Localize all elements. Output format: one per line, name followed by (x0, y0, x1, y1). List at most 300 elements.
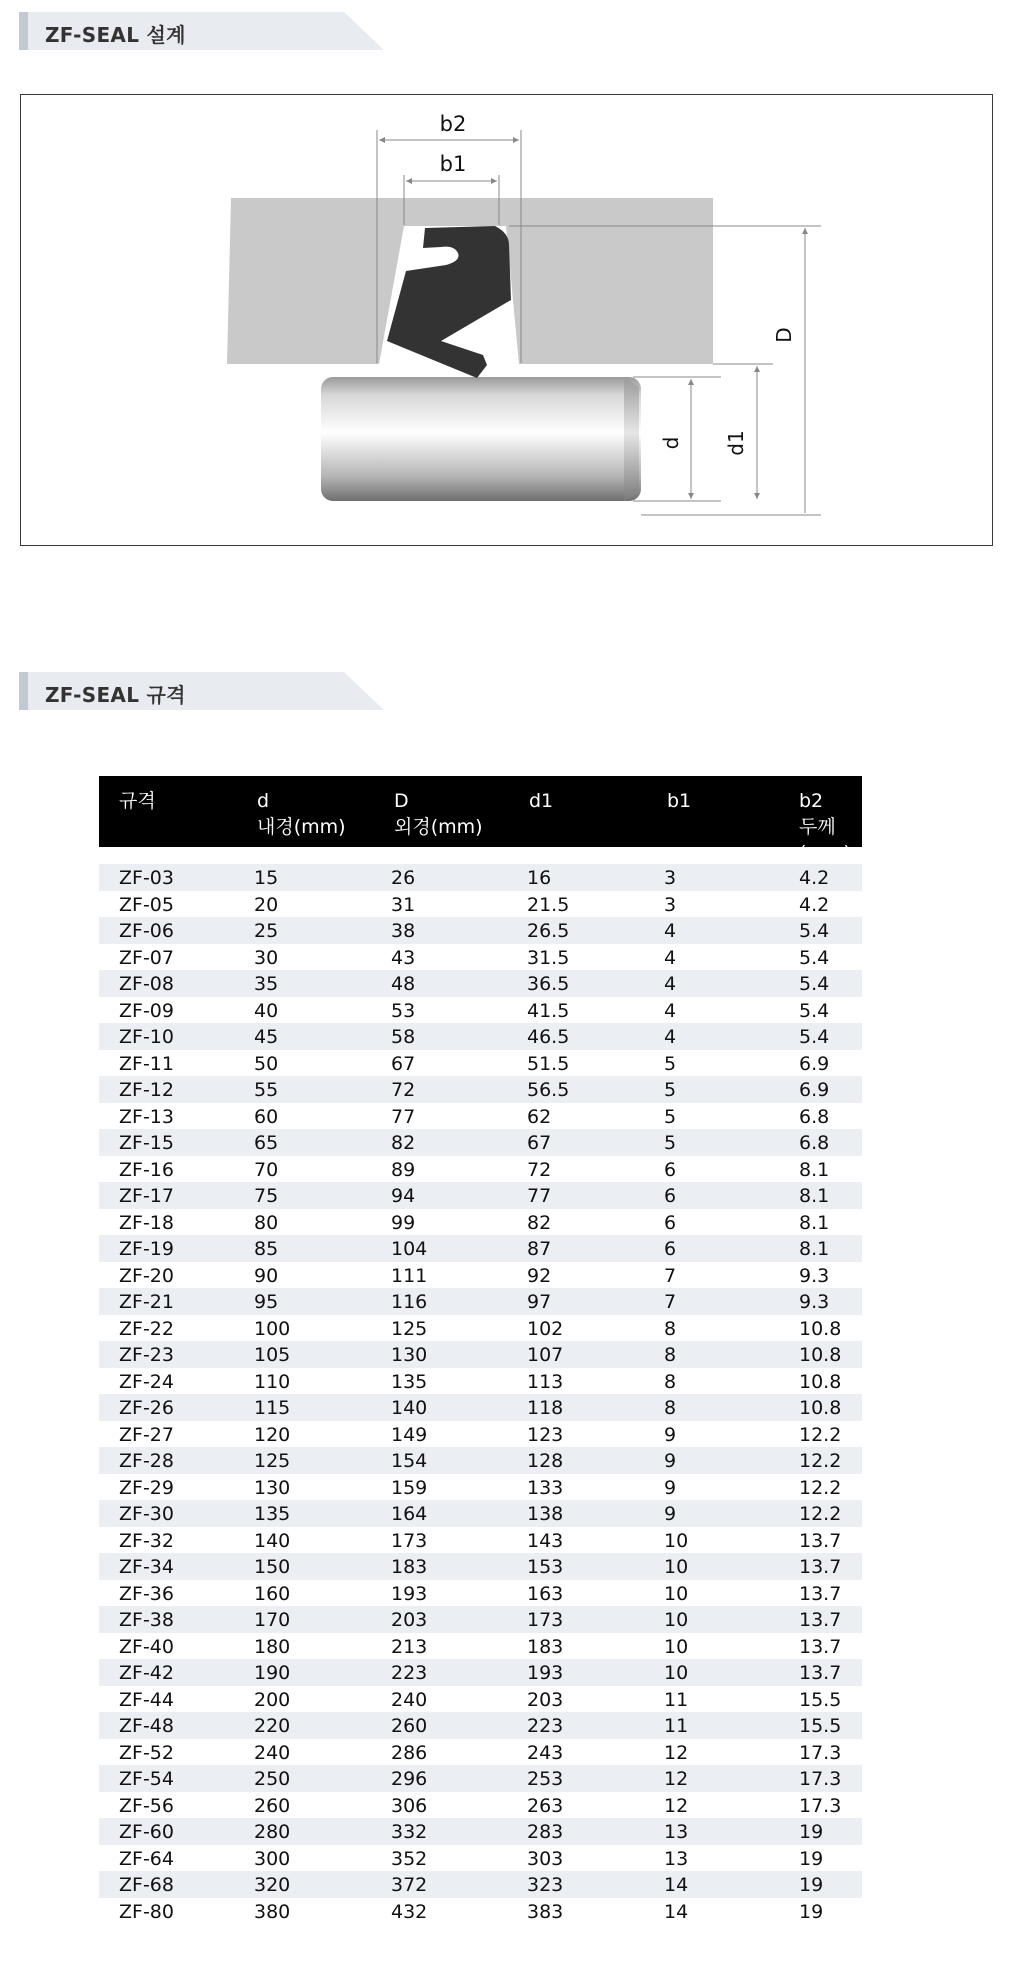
table-cell: 13 (664, 1847, 689, 1870)
table-cell: ZF-09 (119, 999, 174, 1022)
table-cell: 120 (254, 1423, 291, 1446)
table-cell: 203 (527, 1688, 564, 1711)
table-cell: 380 (254, 1900, 291, 1923)
table-cell: ZF-28 (119, 1450, 174, 1472)
dim-label-b2: b2 (439, 112, 467, 136)
table-row (99, 1765, 862, 1792)
table-cell: 70 (254, 1158, 279, 1181)
table-cell: 6 (664, 1158, 677, 1181)
table-cell: 104 (391, 1238, 428, 1260)
table-cell: 10 (664, 1529, 689, 1552)
table-cell: 72 (391, 1079, 416, 1101)
table-cell: 13.7 (799, 1529, 842, 1552)
table-cell: 12 (664, 1794, 689, 1817)
table-cell: 135 (391, 1370, 428, 1393)
table-cell: 16 (527, 867, 552, 889)
table-cell: ZF-34 (119, 1556, 174, 1578)
table-row (99, 970, 862, 997)
table-cell: 50 (254, 1052, 279, 1075)
table-cell: 10.8 (799, 1370, 842, 1393)
table-cell: 99 (391, 1211, 416, 1234)
table-row (99, 1182, 862, 1209)
table-cell: ZF-40 (119, 1635, 174, 1658)
table-cell: 110 (254, 1370, 291, 1393)
table-cell: ZF-18 (119, 1211, 174, 1234)
column-header-unit: 외경(mm) (394, 816, 483, 838)
table-cell: 13.7 (799, 1662, 842, 1684)
seal-profile (387, 226, 511, 378)
table-cell: ZF-10 (119, 1026, 174, 1048)
table-cell: 94 (391, 1185, 416, 1207)
table-cell: ZF-03 (119, 867, 174, 889)
table-cell: 12.2 (799, 1423, 842, 1446)
table-cell: 10.8 (799, 1344, 842, 1366)
table-cell: 9 (664, 1476, 677, 1499)
table-row (99, 1553, 862, 1580)
table-row (99, 1474, 862, 1501)
table-cell: 170 (254, 1609, 291, 1631)
table-cell: 332 (391, 1821, 428, 1843)
table-cell: 125 (391, 1317, 428, 1340)
table-row (99, 1898, 862, 1925)
table-cell: 8 (664, 1344, 677, 1366)
table-cell: 8 (664, 1397, 677, 1419)
table-cell: ZF-38 (119, 1609, 174, 1631)
table-row (99, 1606, 862, 1633)
table-cell: 250 (254, 1768, 291, 1790)
table-row (99, 1209, 862, 1236)
table-cell: ZF-42 (119, 1662, 174, 1684)
table-cell: ZF-48 (119, 1715, 174, 1737)
table-cell: 80 (254, 1211, 279, 1234)
table-cell: ZF-08 (119, 973, 174, 995)
table-cell: ZF-56 (119, 1794, 174, 1817)
table-cell: 8.1 (799, 1238, 830, 1260)
table-cell: 115 (254, 1397, 291, 1419)
table-cell: 164 (391, 1503, 428, 1525)
table-cell: ZF-26 (119, 1397, 174, 1419)
table-cell: ZF-06 (119, 920, 174, 942)
seal-design-diagram (20, 94, 993, 546)
table-cell: 26 (391, 867, 416, 889)
table-cell: 159 (391, 1476, 428, 1499)
table-cell: ZF-30 (119, 1503, 174, 1525)
seal-cross-section-drawing (21, 95, 994, 547)
column-header-label: 규격 (119, 790, 156, 812)
table-cell: 118 (527, 1397, 564, 1419)
table-cell: 19 (799, 1900, 824, 1923)
table-cell: 56.5 (527, 1079, 570, 1101)
table-cell: 143 (527, 1529, 564, 1552)
table-cell: ZF-44 (119, 1688, 174, 1711)
table-cell: 82 (527, 1211, 552, 1234)
table-cell: 10 (664, 1635, 689, 1658)
table-cell: 102 (527, 1317, 564, 1340)
table-cell: 260 (391, 1715, 428, 1737)
table-cell: 41.5 (527, 999, 570, 1022)
table-cell: 280 (254, 1821, 291, 1843)
table-cell: 13.7 (799, 1582, 842, 1605)
table-row (99, 1659, 862, 1686)
table-cell: 200 (254, 1688, 291, 1711)
table-row (99, 1580, 862, 1607)
table-cell: 116 (391, 1291, 428, 1313)
table-cell: 4.2 (799, 893, 830, 916)
table-cell: 12.2 (799, 1476, 842, 1499)
table-cell: 9.3 (799, 1291, 830, 1313)
table-cell: 7 (664, 1264, 677, 1287)
column-header (529, 788, 553, 814)
table-cell: 193 (391, 1582, 428, 1605)
table-cell: 82 (391, 1132, 416, 1154)
table-row (99, 1421, 862, 1448)
table-cell: 9.3 (799, 1264, 830, 1287)
table-cell: ZF-32 (119, 1529, 174, 1552)
table-row (99, 944, 862, 971)
table-cell: 12.2 (799, 1450, 842, 1472)
table-cell: 260 (254, 1794, 291, 1817)
table-cell: 13.7 (799, 1556, 842, 1578)
section-title-spec: ZF-SEAL 규격 (45, 683, 186, 707)
table-cell: ZF-80 (119, 1900, 174, 1923)
table-row (99, 1076, 862, 1103)
table-cell: 135 (254, 1503, 291, 1525)
table-cell: 58 (391, 1026, 416, 1048)
table-cell: 15.5 (799, 1715, 842, 1737)
dim-label-b1: b1 (439, 152, 467, 176)
table-cell: 60 (254, 1105, 279, 1128)
table-cell: ZF-05 (119, 893, 174, 916)
table-cell: ZF-13 (119, 1105, 174, 1128)
table-cell: 92 (527, 1264, 552, 1287)
column-header (257, 788, 346, 840)
table-cell: ZF-36 (119, 1582, 174, 1605)
table-cell: 65 (254, 1132, 279, 1154)
table-cell: 9 (664, 1450, 677, 1472)
table-cell: 8 (664, 1317, 677, 1340)
table-cell: 11 (664, 1688, 689, 1711)
table-cell: 296 (391, 1768, 428, 1790)
table-row (99, 1341, 862, 1368)
table-cell: ZF-12 (119, 1079, 174, 1101)
table-cell: 55 (254, 1079, 279, 1101)
table-cell: 85 (254, 1238, 279, 1260)
table-cell: 130 (391, 1344, 428, 1366)
table-cell: 4 (664, 1026, 677, 1048)
table-cell: 75 (254, 1185, 279, 1207)
table-cell: 243 (527, 1741, 564, 1764)
table-cell: 21.5 (527, 893, 570, 916)
dim-label-d1: d1 (724, 430, 748, 456)
table-cell: 10 (664, 1609, 689, 1631)
table-cell: ZF-52 (119, 1741, 174, 1764)
table-cell: 15.5 (799, 1688, 842, 1711)
table-cell: 51.5 (527, 1052, 570, 1075)
table-row (99, 1288, 862, 1315)
table-cell: 46.5 (527, 1026, 570, 1048)
table-row (99, 1845, 862, 1872)
table-cell: 19 (799, 1821, 824, 1843)
table-cell: ZF-20 (119, 1264, 174, 1287)
table-cell: 372 (391, 1874, 428, 1896)
table-cell: 8.1 (799, 1158, 830, 1181)
table-cell: 62 (527, 1105, 552, 1128)
table-cell: 6 (664, 1211, 677, 1234)
table-cell: 10 (664, 1662, 689, 1684)
table-cell: ZF-60 (119, 1821, 174, 1843)
table-cell: 154 (391, 1450, 428, 1472)
table-cell: 90 (254, 1264, 279, 1287)
table-cell: 300 (254, 1847, 291, 1870)
table-cell: 4 (664, 920, 677, 942)
table-cell: 19 (799, 1847, 824, 1870)
table-row (99, 1818, 862, 1845)
table-cell: 180 (254, 1635, 291, 1658)
table-row (99, 864, 862, 891)
table-cell: ZF-64 (119, 1847, 174, 1870)
table-cell: 4.2 (799, 867, 830, 889)
table-cell: 223 (527, 1715, 564, 1737)
table-cell: ZF-68 (119, 1874, 174, 1896)
table-row (99, 1368, 862, 1395)
table-cell: 31.5 (527, 946, 570, 969)
table-cell: 323 (527, 1874, 564, 1896)
spec-table (99, 776, 862, 1923)
table-cell: 5 (664, 1079, 677, 1101)
column-header-unit: 두께(mm) (799, 816, 851, 864)
table-cell: 53 (391, 999, 416, 1022)
table-cell: 48 (391, 973, 416, 995)
table-cell: 150 (254, 1556, 291, 1578)
table-cell: 160 (254, 1582, 291, 1605)
table-row (99, 1712, 862, 1739)
table-cell: 9 (664, 1503, 677, 1525)
table-cell: 306 (391, 1794, 428, 1817)
table-cell: 89 (391, 1158, 416, 1181)
table-cell: 67 (391, 1052, 416, 1075)
table-row (99, 1686, 862, 1713)
table-cell: 190 (254, 1662, 291, 1684)
table-cell: 5 (664, 1052, 677, 1075)
table-cell: 10 (664, 1582, 689, 1605)
table-cell: ZF-17 (119, 1185, 174, 1207)
table-cell: 113 (527, 1370, 564, 1393)
table-cell: 105 (254, 1344, 291, 1366)
table-cell: 10 (664, 1556, 689, 1578)
table-row (99, 1739, 862, 1766)
table-cell: 133 (527, 1476, 564, 1499)
table-cell: 286 (391, 1741, 428, 1764)
table-cell: 320 (254, 1874, 291, 1896)
table-row (99, 1129, 862, 1156)
table-cell: 183 (391, 1556, 428, 1578)
table-cell: 163 (527, 1582, 564, 1605)
table-cell: 383 (527, 1900, 564, 1923)
table-cell: 95 (254, 1291, 279, 1313)
table-cell: ZF-07 (119, 946, 174, 969)
table-cell: 5.4 (799, 1026, 830, 1048)
table-cell: ZF-23 (119, 1344, 174, 1366)
column-header (394, 788, 483, 840)
column-header-label: d1 (529, 790, 554, 812)
table-cell: 5.4 (799, 920, 830, 942)
table-cell: 432 (391, 1900, 428, 1923)
table-cell: 8.1 (799, 1211, 830, 1234)
section-header-design (19, 12, 384, 50)
table-row (99, 1394, 862, 1421)
table-row (99, 1156, 862, 1183)
table-cell: 6 (664, 1185, 677, 1207)
table-cell: 193 (527, 1662, 564, 1684)
table-cell: 20 (254, 893, 279, 916)
table-row (99, 1447, 862, 1474)
table-cell: 17.3 (799, 1741, 842, 1764)
table-cell: 7 (664, 1291, 677, 1313)
table-cell: 15 (254, 867, 279, 889)
column-header-unit: 내경(mm) (257, 816, 346, 838)
table-row (99, 1633, 862, 1660)
rod-shaft (321, 377, 641, 501)
table-cell: 11 (664, 1715, 689, 1737)
table-cell: 31 (391, 893, 416, 916)
table-cell: 183 (527, 1635, 564, 1658)
table-cell: 4 (664, 973, 677, 995)
table-cell: 140 (254, 1529, 291, 1552)
table-row (99, 1527, 862, 1554)
table-row (99, 891, 862, 918)
table-cell: 263 (527, 1794, 564, 1817)
table-cell: ZF-21 (119, 1291, 174, 1313)
table-cell: 5.4 (799, 946, 830, 969)
table-cell: 303 (527, 1847, 564, 1870)
table-cell: 107 (527, 1344, 564, 1366)
table-cell: 6 (664, 1238, 677, 1260)
table-cell: ZF-27 (119, 1423, 174, 1446)
dim-label-D: D (772, 327, 796, 343)
table-cell: 5.4 (799, 973, 830, 995)
table-cell: 3 (664, 867, 677, 889)
table-cell: 100 (254, 1317, 291, 1340)
table-cell: 153 (527, 1556, 564, 1578)
table-cell: 173 (391, 1529, 428, 1552)
table-cell: 240 (391, 1688, 428, 1711)
table-cell: 77 (391, 1105, 416, 1128)
table-row (99, 1315, 862, 1342)
table-cell: 140 (391, 1397, 428, 1419)
table-body (99, 864, 862, 1924)
table-cell: 283 (527, 1821, 564, 1843)
section-header-spec (19, 672, 384, 710)
table-cell: 123 (527, 1423, 564, 1446)
table-cell: 36.5 (527, 973, 570, 995)
table-cell: ZF-22 (119, 1317, 174, 1340)
table-row (99, 1050, 862, 1077)
table-cell: 4 (664, 946, 677, 969)
table-cell: 149 (391, 1423, 428, 1446)
table-cell: 17.3 (799, 1768, 842, 1790)
table-cell: 12.2 (799, 1503, 842, 1525)
table-cell: ZF-54 (119, 1768, 174, 1790)
table-cell: 8 (664, 1370, 677, 1393)
table-cell: 6.9 (799, 1052, 830, 1075)
table-row (99, 1871, 862, 1898)
table-cell: 43 (391, 946, 416, 969)
table-cell: 5 (664, 1132, 677, 1154)
column-header-label: b2 (799, 790, 824, 812)
table-cell: 30 (254, 946, 279, 969)
column-header (799, 788, 862, 866)
table-cell: 6.9 (799, 1079, 830, 1101)
table-cell: ZF-15 (119, 1132, 174, 1154)
table-cell: 40 (254, 999, 279, 1022)
table-cell: ZF-11 (119, 1052, 174, 1075)
table-cell: 352 (391, 1847, 428, 1870)
table-cell: 13 (664, 1821, 689, 1843)
column-header (667, 788, 691, 814)
table-cell: 253 (527, 1768, 564, 1790)
table-cell: 8.1 (799, 1185, 830, 1207)
section-title-design: ZF-SEAL 설계 (45, 23, 186, 47)
table-row (99, 917, 862, 944)
table-cell: 6.8 (799, 1132, 830, 1154)
table-cell: 10.8 (799, 1317, 842, 1340)
column-header-label: D (394, 790, 409, 812)
table-cell: 14 (664, 1900, 689, 1923)
table-cell: 35 (254, 973, 279, 995)
table-cell: 220 (254, 1715, 291, 1737)
table-cell: ZF-16 (119, 1158, 174, 1181)
table-cell: 6.8 (799, 1105, 830, 1128)
table-cell: 223 (391, 1662, 428, 1684)
table-cell: 26.5 (527, 920, 570, 942)
table-cell: 14 (664, 1874, 689, 1896)
table-cell: 173 (527, 1609, 564, 1631)
table-cell: 13.7 (799, 1609, 842, 1631)
table-cell: 45 (254, 1026, 279, 1048)
column-header-label: b1 (667, 790, 692, 812)
table-cell: 130 (254, 1476, 291, 1499)
column-header (119, 788, 156, 814)
table-cell: 9 (664, 1423, 677, 1446)
table-cell: 203 (391, 1609, 428, 1631)
table-row (99, 1235, 862, 1262)
table-cell: 38 (391, 920, 416, 942)
table-row (99, 997, 862, 1024)
table-row (99, 1500, 862, 1527)
table-cell: 77 (527, 1185, 552, 1207)
table-cell: 138 (527, 1503, 564, 1525)
table-cell: 4 (664, 999, 677, 1022)
table-cell: ZF-24 (119, 1370, 174, 1393)
table-row (99, 1023, 862, 1050)
table-cell: 17.3 (799, 1794, 842, 1817)
table-cell: 5 (664, 1105, 677, 1128)
table-cell: 213 (391, 1635, 428, 1658)
table-cell: 13.7 (799, 1635, 842, 1658)
table-cell: 25 (254, 920, 279, 942)
table-cell: 128 (527, 1450, 564, 1472)
table-cell: 12 (664, 1741, 689, 1764)
table-cell: 97 (527, 1291, 552, 1313)
table-cell: 10.8 (799, 1397, 842, 1419)
table-cell: 72 (527, 1158, 552, 1181)
table-cell: 12 (664, 1768, 689, 1790)
table-row (99, 1792, 862, 1819)
table-cell: 240 (254, 1741, 291, 1764)
table-header (99, 776, 862, 864)
table-cell: ZF-29 (119, 1476, 174, 1499)
table-cell: ZF-19 (119, 1238, 174, 1260)
